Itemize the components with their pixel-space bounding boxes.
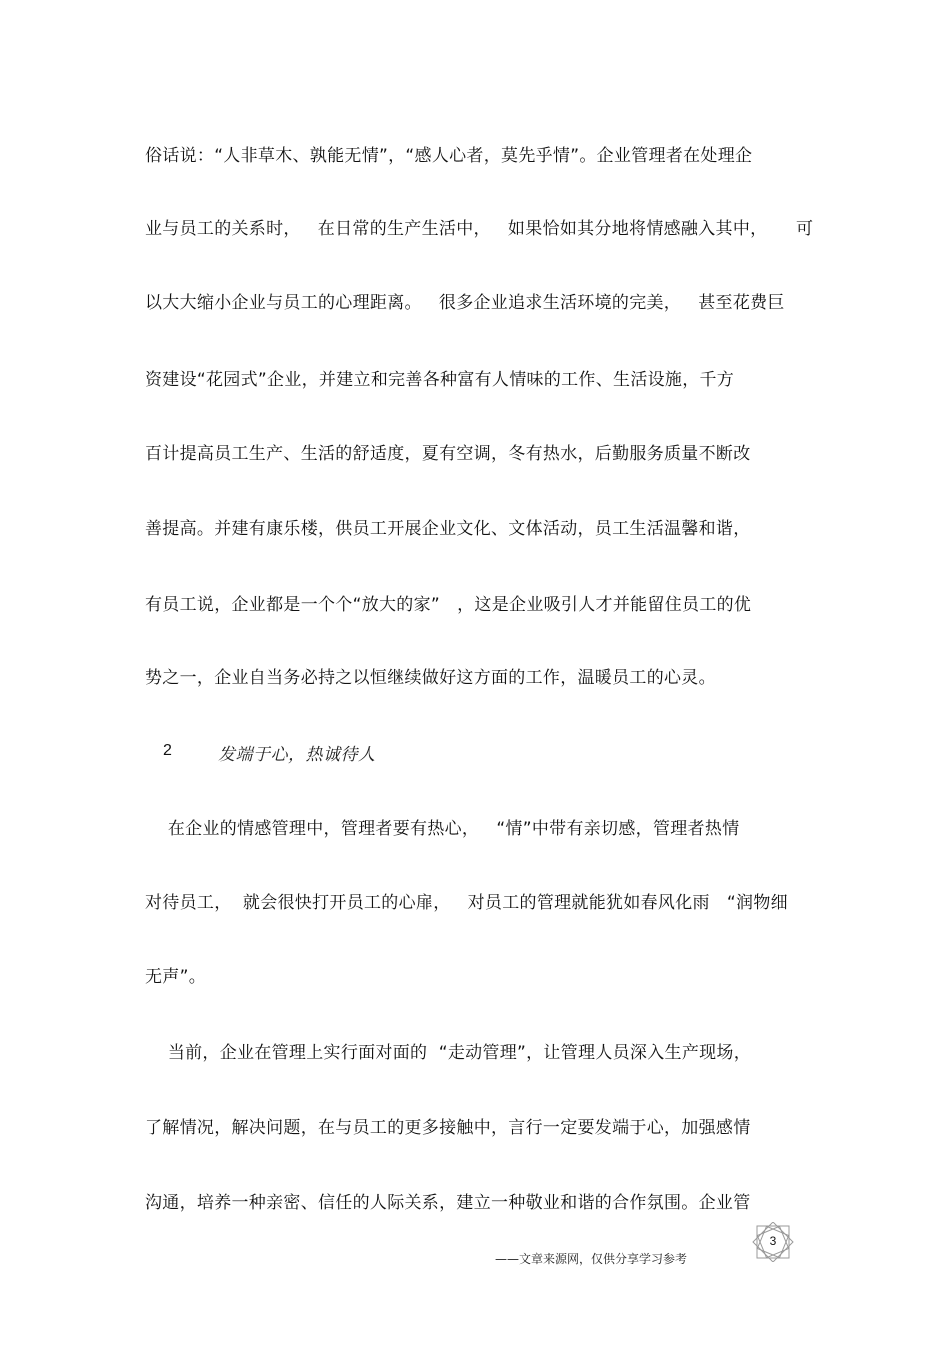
page-number: 3 [769,1234,777,1248]
section-number: 2 [163,742,172,759]
body-line: 无声”。 [145,967,207,987]
body-line: 对待员工， 就会很快打开员工的心扉， 对员工的管理就能犹如春风化雨 “润物细 [145,893,788,913]
body-line: 业与员工的关系时， 在日常的生产生活中， 如果恰如其分地将情感融入其中， 可 [145,219,814,239]
section-title: 发端于心，热诚待人 [218,745,376,765]
body-line: 沟通，培养一种亲密、信任的人际关系，建立一种敬业和谐的合作氛围。企业管 [145,1193,751,1213]
body-line: 以大大缩小企业与员工的心理距离。 很多企业追求生活环境的完美， 甚至花费巨 [145,293,785,313]
body-line: 了解情况，解决问题，在与员工的更多接触中，言行一定要发端于心，加强感情 [145,1118,751,1138]
footer-source-note: ——文章来源网，仅供分享学习参考 [495,1252,688,1266]
body-line: 当前，企业在管理上实行面对面的 “走动管理”，让管理人员深入生产现场， [145,1043,752,1063]
body-line: 百计提高员工生产、生活的舒适度，夏有空调，冬有热水，后勤服务质量不断改 [145,444,751,464]
body-line: 在企业的情感管理中，管理者要有热心， “情”中带有亲切感，管理者热情 [145,819,740,839]
page-number-badge [749,1222,797,1262]
body-line: 俗话说：“人非草木、孰能无情”，“感人心者，莫先乎情”。企业管理者在处理企 [145,146,753,166]
body-line: 善提高。并建有康乐楼，供员工开展企业文化、文体活动，员工生活温馨和谐， [145,519,751,539]
body-line: 势之一，企业自当务必持之以恒继续做好这方面的工作，温暖员工的心灵。 [145,668,716,688]
body-line: 有员工说，企业都是一个个“放大的家” ，这是企业吸引人才并能留住员工的优 [145,595,752,615]
body-line: 资建设“花园式”企业，并建立和完善各种富有人情味的工作、生活设施，千方 [145,370,735,390]
